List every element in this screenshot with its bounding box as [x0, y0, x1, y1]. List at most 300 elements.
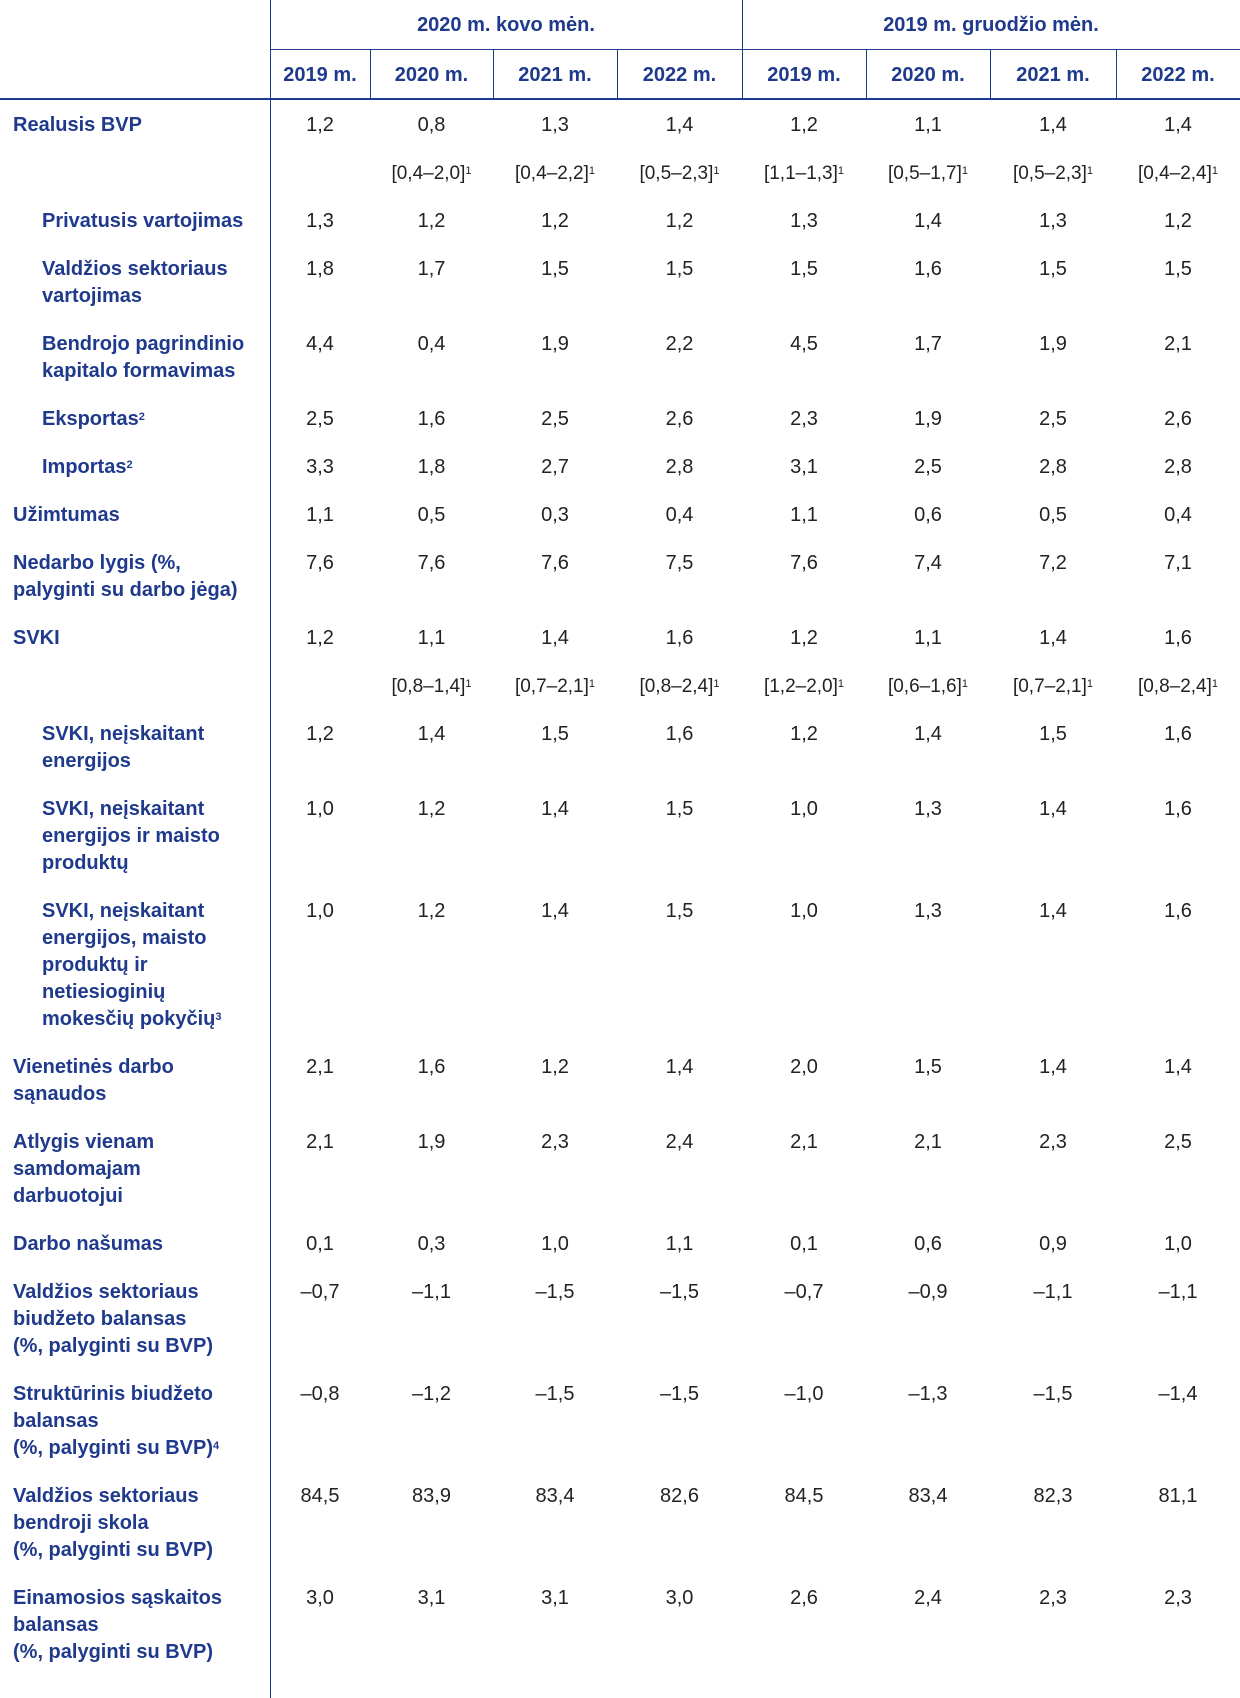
- row-label-text: balansas: [13, 1410, 99, 1432]
- value-cell: 1,3: [306, 210, 334, 232]
- value-cell: 1,4: [1039, 627, 1067, 649]
- row-label: [42, 208, 243, 235]
- row-label-line: [13, 1129, 154, 1156]
- row-label-line: [13, 1081, 174, 1108]
- range-text: [0,5–1,7]: [887, 163, 962, 184]
- footnote-marker: 1: [1211, 678, 1219, 690]
- row-label-line: [42, 208, 243, 235]
- value-cell: 1,4: [1039, 114, 1067, 136]
- value-cell: –1,5: [1033, 1383, 1073, 1405]
- row-label-text: Nedarbo lygis (%,: [13, 552, 181, 574]
- row-label-text: vartojimas: [42, 285, 143, 307]
- value-cell: 0,6: [914, 1233, 942, 1255]
- footnote-marker: 1: [837, 678, 845, 690]
- value-cell: 1,8: [306, 258, 334, 280]
- value-cell: 2,4: [665, 1131, 694, 1153]
- row-label: [42, 256, 228, 310]
- value-cell: 1,7: [914, 333, 942, 355]
- header-bottom-rule: [0, 98, 1240, 100]
- value-cell: –1,2: [412, 1383, 451, 1405]
- value-cell: 1,2: [417, 210, 446, 232]
- row-label-text: Realusis BVP: [13, 114, 142, 136]
- row-label-line: [13, 502, 120, 529]
- value-cell: 1,6: [665, 723, 694, 745]
- row-label: [13, 550, 237, 604]
- range-cell: [1116, 673, 1240, 700]
- row-label-line: [13, 1435, 219, 1462]
- group-header-rule: [270, 49, 1240, 50]
- row-label: [13, 1129, 154, 1210]
- value-cell: –1,0: [784, 1383, 824, 1405]
- value-cell: 2,3: [790, 408, 818, 430]
- value-cell: –1,3: [908, 1383, 948, 1405]
- value-cell: 0,4: [417, 333, 446, 355]
- value-cell: 1,4: [541, 627, 569, 649]
- row-label-line: [13, 1408, 219, 1435]
- row-label: [13, 1483, 213, 1564]
- row-label-text: Atlygis vienam: [13, 1131, 155, 1153]
- value-cell: 1,3: [1039, 210, 1067, 232]
- value-cell: 2,5: [914, 456, 942, 478]
- row-label: [42, 898, 222, 1033]
- footnote-marker: 1: [1211, 165, 1219, 177]
- year-divider: [493, 50, 494, 98]
- value-cell: 1,6: [417, 408, 446, 430]
- row-label-text: Importas: [42, 456, 127, 478]
- row-label-line: [42, 952, 222, 979]
- value-cell: 1,3: [914, 900, 942, 922]
- value-cell: 2,8: [665, 456, 694, 478]
- row-label: [13, 502, 120, 529]
- value-cell: 2,8: [1039, 456, 1067, 478]
- row-label-text: Valdžios sektoriaus: [42, 258, 228, 280]
- value-cell: 2,4: [914, 1587, 942, 1609]
- value-cell: 2,5: [306, 408, 334, 430]
- row-label-line: [42, 823, 220, 850]
- value-cell: 1,0: [541, 1233, 569, 1255]
- row-label-line: [13, 1156, 154, 1183]
- row-label-line: [13, 1306, 213, 1333]
- row-label-line: [42, 454, 133, 481]
- row-label-text: balansas: [13, 1614, 99, 1636]
- range-cell: [990, 673, 1116, 700]
- range-text: [1,2–2,0]: [763, 676, 838, 697]
- value-cell: 1,2: [541, 1056, 569, 1078]
- value-cell: 3,1: [417, 1587, 446, 1609]
- value-cell: 3,1: [541, 1587, 569, 1609]
- value-cell: 83,9: [412, 1485, 451, 1507]
- value-cell: 1,0: [306, 900, 334, 922]
- row-label-line: [13, 1612, 222, 1639]
- value-cell: 0,5: [1039, 504, 1067, 526]
- row-label-line: [42, 406, 145, 433]
- row-label-text: SVKI: [13, 627, 60, 649]
- row-label-line: [42, 283, 228, 310]
- value-cell: –0,8: [300, 1383, 340, 1405]
- value-cell: 1,4: [417, 723, 446, 745]
- range-text: [1,1–1,3]: [763, 163, 838, 184]
- row-label-text: sąnaudos: [13, 1083, 107, 1105]
- value-cell: –1,5: [660, 1383, 699, 1405]
- row-label: [13, 1585, 222, 1666]
- year-divider: [1116, 50, 1117, 98]
- value-cell: 1,5: [1164, 258, 1192, 280]
- value-cell: 1,6: [1164, 798, 1192, 820]
- value-cell: 2,1: [790, 1131, 818, 1153]
- row-label-text: produktų: [42, 852, 129, 874]
- value-cell: 1,4: [1039, 900, 1067, 922]
- value-cell: 1,1: [417, 627, 446, 649]
- row-label-text: netiesioginių: [42, 981, 166, 1003]
- year-header: 2020 m.: [394, 64, 469, 86]
- row-label-text: SVKI, neįskaitant: [42, 900, 205, 922]
- row-label-line: [13, 1333, 213, 1360]
- row-label-text: (%, palyginti su BVP): [13, 1539, 214, 1561]
- value-cell: 7,6: [417, 552, 446, 574]
- range-cell: [742, 160, 866, 187]
- range-cell: [493, 160, 617, 187]
- value-cell: 1,1: [914, 627, 942, 649]
- year-divider: [617, 50, 618, 98]
- group-header: 2019 m. gruodžio mėn.: [883, 14, 1099, 36]
- row-label-line: [42, 256, 228, 283]
- row-label-line: [13, 625, 60, 652]
- row-label: [42, 721, 204, 775]
- value-cell: 0,4: [1164, 504, 1192, 526]
- row-label-line: [42, 796, 220, 823]
- value-cell: 1,4: [1164, 1056, 1192, 1078]
- footnote-marker: 1: [713, 165, 720, 177]
- value-cell: 2,6: [1164, 408, 1192, 430]
- value-cell: 2,8: [1164, 456, 1192, 478]
- value-cell: 1,2: [306, 723, 334, 745]
- value-cell: 1,0: [790, 798, 818, 820]
- footnote-marker: 3: [215, 1011, 222, 1023]
- value-cell: 1,3: [790, 210, 818, 232]
- value-cell: 1,1: [914, 114, 942, 136]
- value-cell: –0,9: [908, 1281, 948, 1303]
- range-text: [0,8–2,4]: [639, 676, 714, 697]
- range-cell: [990, 160, 1116, 187]
- row-label-line: [13, 577, 237, 604]
- row-label-line: [13, 1585, 222, 1612]
- label-column-divider: [270, 0, 271, 1698]
- row-label-text: (%, palyginti su BVP): [13, 1437, 214, 1459]
- value-cell: 0,9: [1039, 1233, 1067, 1255]
- value-cell: 0,5: [417, 504, 446, 526]
- footnote-marker: 2: [138, 411, 145, 423]
- value-cell: 1,4: [665, 1056, 694, 1078]
- range-text: [0,5–2,3]: [639, 163, 714, 184]
- value-cell: 0,3: [417, 1233, 446, 1255]
- row-label-text: palyginti su darbo jėga): [13, 579, 238, 601]
- value-cell: 1,8: [417, 456, 446, 478]
- value-cell: 2,6: [665, 408, 694, 430]
- value-cell: 84,5: [300, 1485, 340, 1507]
- value-cell: –1,1: [412, 1281, 451, 1303]
- value-cell: 2,1: [914, 1131, 942, 1153]
- value-cell: 0,3: [541, 504, 569, 526]
- row-label-line: [13, 1510, 213, 1537]
- value-cell: 1,1: [306, 504, 334, 526]
- row-label-text: (%, palyginti su BVP): [13, 1641, 214, 1663]
- range-cell: [370, 160, 493, 187]
- value-cell: 1,5: [665, 798, 694, 820]
- row-label: [42, 454, 133, 481]
- range-cell: [866, 160, 990, 187]
- row-label-text: SVKI, neįskaitant: [42, 723, 205, 745]
- value-cell: 83,4: [535, 1485, 575, 1507]
- row-label-text: Einamosios sąskaitos: [13, 1587, 222, 1609]
- value-cell: 3,3: [306, 456, 334, 478]
- value-cell: 2,5: [1039, 408, 1067, 430]
- value-cell: 1,6: [665, 627, 694, 649]
- footnote-marker: 1: [713, 678, 720, 690]
- value-cell: 1,5: [1039, 723, 1067, 745]
- value-cell: –1,1: [1158, 1281, 1198, 1303]
- footnote-marker: 4: [213, 1440, 220, 1452]
- value-cell: 4,5: [790, 333, 818, 355]
- value-cell: 1,4: [1039, 798, 1067, 820]
- row-label-text: energijos ir maisto: [42, 825, 220, 847]
- value-cell: 1,9: [1039, 333, 1067, 355]
- value-cell: 1,5: [541, 723, 569, 745]
- row-label-text: Struktūrinis biudžeto: [13, 1383, 213, 1405]
- value-cell: 1,2: [790, 114, 818, 136]
- value-cell: 2,1: [1164, 333, 1192, 355]
- value-cell: 1,9: [541, 333, 569, 355]
- row-label-line: [13, 1537, 213, 1564]
- range-cell: [617, 160, 742, 187]
- footnote-marker: 1: [961, 165, 969, 177]
- range-cell: [370, 673, 493, 700]
- value-cell: 1,2: [417, 798, 446, 820]
- value-cell: 0,1: [306, 1233, 334, 1255]
- value-cell: 82,3: [1033, 1485, 1073, 1507]
- value-cell: 1,2: [417, 900, 446, 922]
- row-label-text: Valdžios sektoriaus: [13, 1281, 199, 1303]
- range-text: [0,7–2,1]: [514, 676, 589, 697]
- row-label-line: [13, 1639, 222, 1666]
- row-label: [13, 1054, 174, 1108]
- value-cell: 1,5: [914, 1056, 942, 1078]
- row-label-line: [42, 1006, 222, 1033]
- row-label-text: Eksportas: [42, 408, 139, 430]
- value-cell: 1,2: [790, 627, 818, 649]
- row-label: [13, 1231, 163, 1258]
- value-cell: 1,9: [914, 408, 942, 430]
- group-header: 2020 m. kovo mėn.: [417, 14, 595, 36]
- year-header: 2020 m.: [891, 64, 965, 86]
- row-label-text: Valdžios sektoriaus: [13, 1485, 199, 1507]
- value-cell: 7,6: [306, 552, 334, 574]
- row-label: [13, 625, 60, 652]
- footnote-marker: 1: [1086, 678, 1094, 690]
- row-label-text: samdomajam: [13, 1158, 141, 1180]
- value-cell: 1,7: [417, 258, 446, 280]
- value-cell: 7,1: [1164, 552, 1192, 574]
- value-cell: 1,9: [417, 1131, 446, 1153]
- range-text: [0,7–2,1]: [1012, 676, 1087, 697]
- value-cell: 1,6: [1164, 723, 1192, 745]
- value-cell: 1,6: [1164, 900, 1192, 922]
- value-cell: 1,1: [665, 1233, 694, 1255]
- value-cell: 2,1: [306, 1131, 334, 1153]
- value-cell: 1,0: [306, 798, 334, 820]
- row-label-line: [13, 1381, 219, 1408]
- row-label-line: [42, 748, 204, 775]
- row-label-text: (%, palyginti su BVP): [13, 1335, 214, 1357]
- range-cell: [742, 673, 866, 700]
- range-text: [0,5–2,3]: [1012, 163, 1087, 184]
- value-cell: 2,3: [1164, 1587, 1192, 1609]
- value-cell: 2,3: [1039, 1587, 1067, 1609]
- row-label-line: [42, 331, 244, 358]
- row-label-text: mokesčių pokyčių: [42, 1008, 216, 1030]
- value-cell: 0,4: [665, 504, 694, 526]
- value-cell: 1,6: [914, 258, 942, 280]
- value-cell: 83,4: [908, 1485, 948, 1507]
- row-label-line: [42, 358, 244, 385]
- value-cell: –1,1: [1033, 1281, 1073, 1303]
- range-text: [0,4–2,2]: [514, 163, 589, 184]
- value-cell: 2,0: [790, 1056, 818, 1078]
- row-label-text: Bendrojo pagrindinio: [42, 333, 245, 355]
- value-cell: 1,4: [914, 210, 942, 232]
- value-cell: 1,5: [665, 900, 694, 922]
- row-label: [42, 331, 244, 385]
- row-label: [13, 112, 142, 139]
- footnote-marker: 1: [465, 165, 472, 177]
- value-cell: –1,5: [535, 1281, 575, 1303]
- footnote-marker: 1: [961, 678, 969, 690]
- value-cell: 2,5: [1164, 1131, 1192, 1153]
- row-label-text: produktų ir: [42, 954, 148, 976]
- value-cell: 1,4: [541, 900, 569, 922]
- year-header: 2021 m.: [518, 64, 592, 86]
- year-header: 2021 m.: [1016, 64, 1090, 86]
- row-label-line: [13, 1483, 213, 1510]
- value-cell: 1,2: [665, 210, 694, 232]
- range-text: [0,8–2,4]: [1137, 676, 1212, 697]
- footnote-marker: 1: [588, 678, 596, 690]
- value-cell: 3,0: [306, 1587, 334, 1609]
- value-cell: 7,6: [541, 552, 569, 574]
- value-cell: 0,1: [790, 1233, 818, 1255]
- value-cell: 1,4: [914, 723, 942, 745]
- value-cell: 2,5: [541, 408, 569, 430]
- range-cell: [866, 673, 990, 700]
- row-label-line: [13, 1183, 154, 1210]
- value-cell: 1,0: [790, 900, 818, 922]
- range-text: [0,4–2,4]: [1137, 163, 1212, 184]
- value-cell: 1,5: [790, 258, 818, 280]
- value-cell: 1,5: [541, 258, 569, 280]
- value-cell: 1,5: [1039, 258, 1067, 280]
- row-label-line: [42, 979, 222, 1006]
- row-label-text: Vienetinės darbo: [13, 1056, 174, 1078]
- row-label-text: bendroji skola: [13, 1512, 149, 1534]
- row-label-text: energijos: [42, 750, 131, 772]
- value-cell: 1,3: [914, 798, 942, 820]
- value-cell: 1,4: [1164, 114, 1192, 136]
- row-label-line: [13, 1054, 174, 1081]
- year-header: 2022 m.: [1141, 64, 1215, 86]
- value-cell: 1,2: [1164, 210, 1192, 232]
- range-text: [0,6–1,6]: [887, 676, 962, 697]
- value-cell: 2,7: [541, 456, 569, 478]
- footnote-marker: 1: [1086, 165, 1094, 177]
- row-label-line: [13, 1279, 213, 1306]
- value-cell: 1,0: [1164, 1233, 1192, 1255]
- value-cell: 1,4: [665, 114, 694, 136]
- range-cell: [617, 673, 742, 700]
- value-cell: 81,1: [1158, 1485, 1198, 1507]
- value-cell: 4,4: [306, 333, 334, 355]
- value-cell: 1,5: [665, 258, 694, 280]
- row-label-text: kapitalo formavimas: [42, 360, 236, 382]
- value-cell: 1,2: [306, 114, 334, 136]
- row-label-text: Darbo našumas: [13, 1233, 164, 1255]
- row-label: [13, 1279, 213, 1360]
- value-cell: 1,2: [306, 627, 334, 649]
- footnote-marker: 1: [588, 165, 596, 177]
- value-cell: 7,4: [914, 552, 942, 574]
- value-cell: 82,6: [660, 1485, 699, 1507]
- value-cell: 2,6: [790, 1587, 818, 1609]
- row-label-line: [42, 925, 222, 952]
- row-label: [42, 796, 220, 877]
- row-label-line: [13, 550, 237, 577]
- year-divider: [990, 50, 991, 98]
- value-cell: –1,4: [1158, 1383, 1198, 1405]
- year-divider: [866, 50, 867, 98]
- value-cell: –1,5: [660, 1281, 699, 1303]
- row-label: [13, 1381, 219, 1462]
- value-cell: 2,3: [1039, 1131, 1067, 1153]
- value-cell: 1,6: [1164, 627, 1192, 649]
- value-cell: 2,1: [306, 1056, 334, 1078]
- footnote-marker: 2: [126, 459, 133, 471]
- row-label-line: [42, 898, 222, 925]
- value-cell: –0,7: [784, 1281, 824, 1303]
- value-cell: –0,7: [300, 1281, 340, 1303]
- year-divider: [370, 50, 371, 98]
- footnote-marker: 1: [837, 165, 845, 177]
- value-cell: 7,2: [1039, 552, 1067, 574]
- year-header: 2019 m.: [283, 64, 357, 86]
- value-cell: 84,5: [784, 1485, 824, 1507]
- range-text: [0,4–2,0]: [391, 163, 466, 184]
- row-label-line: [13, 112, 142, 139]
- value-cell: 2,2: [665, 333, 694, 355]
- value-cell: 1,4: [541, 798, 569, 820]
- row-label-text: Užimtumas: [13, 504, 120, 526]
- year-header: 2019 m.: [767, 64, 841, 86]
- value-cell: 0,8: [417, 114, 446, 136]
- row-label-text: Privatusis vartojimas: [42, 210, 244, 232]
- row-label-line: [13, 1231, 163, 1258]
- value-cell: 1,3: [541, 114, 569, 136]
- row-label: [42, 406, 145, 433]
- year-header: 2022 m.: [642, 64, 717, 86]
- value-cell: 1,4: [1039, 1056, 1067, 1078]
- range-cell: [493, 673, 617, 700]
- value-cell: 2,3: [541, 1131, 569, 1153]
- value-cell: 1,2: [541, 210, 569, 232]
- footnote-marker: 1: [465, 678, 472, 690]
- range-cell: [1116, 160, 1240, 187]
